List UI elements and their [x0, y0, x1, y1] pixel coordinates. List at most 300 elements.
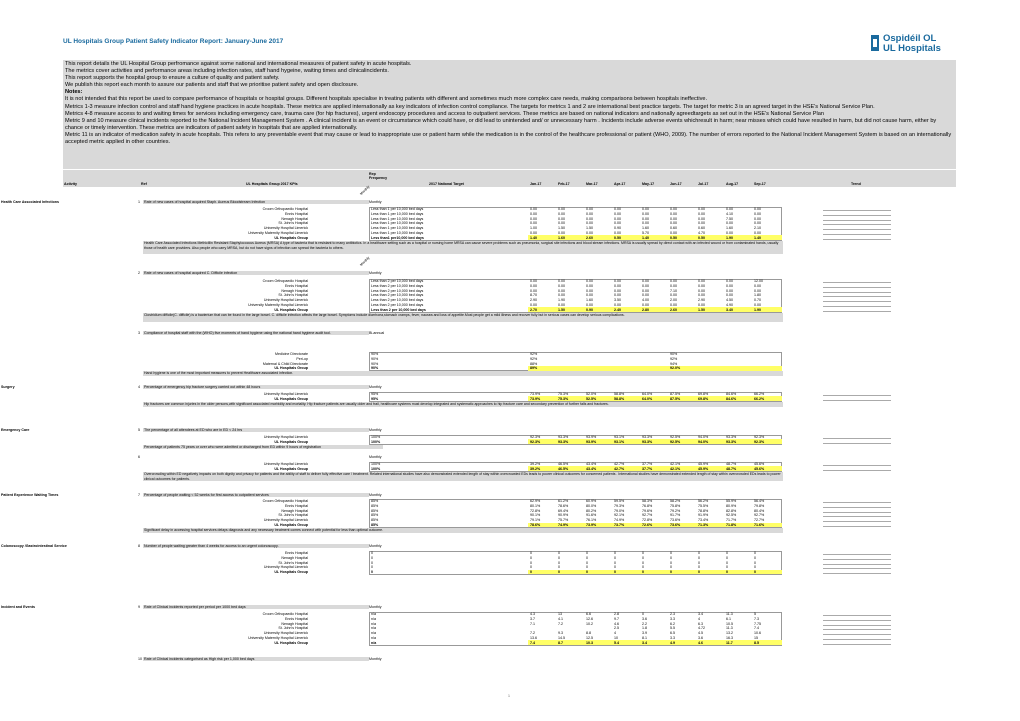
target-value: Less than 1 per 10,000 bed days	[371, 221, 424, 226]
group-total-target: n/a	[371, 640, 377, 645]
month-value: 0	[586, 555, 588, 560]
month-value: 0.00	[530, 216, 537, 221]
month-value: 0.00	[586, 221, 593, 226]
group-total-name: UL Hospitals Group	[274, 570, 308, 575]
hospital-name: University Hospital Limerick	[263, 518, 308, 523]
report-frequency: Monthly	[369, 428, 382, 432]
group-total-value: 0	[558, 570, 560, 575]
audit-value: 88%	[530, 361, 538, 366]
month-value: 0	[642, 555, 644, 560]
month-value: 0	[670, 560, 672, 565]
month-value: 0.00	[586, 216, 593, 221]
header-month: Jan-17	[530, 182, 542, 186]
report-frequency: Monthly	[369, 493, 382, 497]
month-value: 0	[754, 565, 756, 570]
group-total-value: 0.50	[698, 235, 705, 240]
month-value: 82.8%	[726, 508, 737, 513]
month-value: 91.6%	[586, 513, 597, 518]
month-value: 0.00	[586, 293, 593, 298]
month-value: 1.60	[642, 226, 649, 231]
month-value: 84.6%	[726, 392, 737, 396]
month-value: 0.00	[698, 221, 705, 226]
group-total-value: 2.60	[670, 307, 677, 312]
month-value: 6.5	[670, 631, 675, 636]
hospital-name: Ennis Hospital	[285, 211, 308, 216]
month-value: 0.00	[754, 283, 761, 288]
month-value: 0	[698, 555, 700, 560]
month-value: 56.4%	[754, 499, 765, 503]
header-month: Apr-17	[614, 182, 626, 186]
month-value: 7.2	[530, 631, 535, 636]
month-value: 0	[558, 555, 560, 560]
trend-sparkline	[823, 279, 891, 283]
group-total-target: Less than1 per10,000 bed days	[371, 235, 424, 240]
group-total-value: 78.6%	[530, 523, 541, 527]
month-value: 15	[754, 636, 758, 640]
group-total-value: 11.7	[726, 640, 733, 645]
month-value: 91.7%	[670, 513, 681, 518]
target-value: 90%	[371, 356, 379, 361]
month-value: 0	[614, 555, 616, 560]
month-value: 0.00	[726, 293, 733, 298]
month-value: 69.4%	[558, 508, 569, 513]
month-value: 4.3	[530, 612, 535, 616]
group-total-value: 0	[698, 570, 700, 575]
month-value: 43.4%	[586, 462, 597, 466]
month-value: 58.8%	[614, 392, 625, 396]
month-value: 7.4	[754, 626, 759, 631]
month-value: 0.00	[586, 231, 593, 235]
month-value: 2.2	[642, 621, 647, 626]
month-value: 0.00	[698, 207, 705, 211]
header-kpis: UL Hospitals Group 2017 KPIs	[246, 182, 298, 186]
hospital-name: Ennis Hospital	[285, 503, 308, 508]
group-total-value: 73.9%	[530, 396, 541, 401]
month-value: 39.2%	[530, 462, 541, 466]
group-total-value: 42.7%	[614, 466, 625, 471]
month-value: 0.00	[530, 211, 537, 216]
month-value: 14.5	[558, 636, 565, 640]
month-value: 4	[614, 631, 616, 636]
month-value: 7.1	[530, 621, 535, 626]
month-value: 0	[558, 551, 560, 555]
note-text: Metrics 4-8 measure access to and waiting times for services including emergency care, trauma care (for hip fractures), urgent endoscopy procedures and access to outpatient services. These metrics are based on national indicators and nationally agreedtargets as set out in the HSE's National Service Plan	[65, 110, 824, 117]
month-value: 8.8	[586, 631, 591, 636]
month-value: 0	[726, 560, 728, 565]
group-total-value: 69.8%	[698, 396, 709, 401]
target-value: Less than 2 per 10,000 bed days	[371, 288, 424, 293]
month-value: 0.00	[614, 293, 621, 298]
month-value: 0	[558, 560, 560, 565]
total-highlight	[528, 640, 782, 645]
month-value: 0.00	[614, 207, 621, 211]
report-frequency: Monthly	[369, 271, 382, 275]
month-value: 0.00	[754, 231, 761, 235]
hospital-name: Ennis Hospital	[285, 616, 308, 621]
metric-question: Rate of new cases of hospital acquired C. Difficile infection	[143, 271, 369, 275]
audit-value: 90%	[670, 352, 678, 356]
month-value: 2.5	[614, 626, 619, 631]
metric-note: Clostridium difficile(C. difficile) is a bacterium that can be found in the large bowel. C. difficile infection affects the large bowel. Symptoms include diarrhoea,stomach cramps, fever, nausea and loss of appetite.Most people get a mild illness and recover fully but in serious cases can develop serious complications.	[143, 313, 783, 322]
month-value: 69.8%	[698, 392, 709, 396]
month-value: 79.3%	[614, 503, 625, 508]
month-value: 6.2	[670, 621, 675, 626]
month-value: 7.10	[670, 288, 677, 293]
header-month: Mar-17	[586, 182, 598, 186]
month-value: 0.00	[558, 293, 565, 298]
trend-sparkline	[823, 440, 891, 444]
month-value: 92.7%	[642, 513, 653, 518]
month-value: 8.1	[642, 636, 647, 640]
month-value: 74.9%	[614, 518, 625, 523]
month-value: 3.4	[698, 612, 703, 616]
hospital-name: University Hospital Limerick	[263, 392, 308, 396]
month-value: 75.5%	[698, 503, 709, 508]
group-total-value: 8.5	[754, 640, 759, 645]
table-header	[63, 170, 956, 187]
trend-sparkline	[823, 561, 891, 565]
month-value: 76.1%	[586, 518, 597, 523]
trend-sparkline	[823, 570, 891, 574]
month-value: 0.00	[698, 211, 705, 216]
month-value: 7.50	[726, 216, 733, 221]
month-value: 73.9%	[530, 392, 541, 396]
logo-line-1: Ospidéil OL	[883, 33, 937, 44]
metric-ref: 9	[138, 605, 140, 609]
month-value: 10.2	[586, 621, 593, 626]
trend-sparkline	[823, 298, 891, 302]
month-value: 0	[670, 565, 672, 570]
group-total-value: 93.9%	[586, 439, 597, 444]
month-value: 0.00	[670, 207, 677, 211]
month-value: 72.8%	[642, 518, 653, 523]
hospital-name: St. John's Hospital	[278, 626, 308, 631]
report-frequency: Monthly	[369, 605, 382, 609]
month-value: 71.7%	[726, 518, 737, 523]
month-value: 55.9%	[726, 499, 737, 503]
group-total-name: UL Hospitals Group	[274, 523, 308, 527]
group-total-value: 1.40	[530, 235, 537, 240]
month-value: 4.70	[698, 231, 705, 235]
month-value: 61.2%	[558, 499, 569, 503]
month-value: 4.1	[558, 616, 563, 621]
month-value: 4.90	[726, 303, 733, 307]
group-total-value: 43.4%	[586, 466, 597, 471]
month-value: 13.6	[530, 636, 537, 640]
directorate-name: Peri-op	[296, 356, 308, 361]
month-value: 0.00	[642, 221, 649, 226]
month-value: 0.00	[698, 293, 705, 298]
month-value: 0	[642, 560, 644, 565]
group-total-name: UL Hospitals Group	[274, 235, 308, 240]
month-value: 1.50	[558, 226, 565, 231]
trend-sparkline	[823, 217, 891, 221]
month-value: 0.00	[530, 207, 537, 211]
month-value: 58.3%	[642, 499, 653, 503]
metric-ref: 6	[138, 455, 140, 459]
group-total-value: 2.80	[642, 307, 649, 312]
group-total-name: UL Hospitals Group	[274, 307, 308, 312]
month-value: 37.7%	[642, 462, 653, 466]
target-value: Less than 2 per 10,000 bed days	[371, 279, 424, 283]
target-value: 0	[371, 551, 373, 555]
group-total-value: 7.4	[530, 640, 535, 645]
hospital-name: University Hospital Limerick	[263, 435, 308, 439]
month-value: 0.00	[670, 231, 677, 235]
month-value: 45.9%	[698, 462, 709, 466]
month-value: 93.3%	[642, 435, 653, 439]
month-value: 0	[642, 551, 644, 555]
month-value: 1.60	[586, 298, 593, 303]
note-text: Metrics 1-3 measure infection control and staff hand hygiene practices in acute hospitals. These metrics are applied internationally as key indicators of infection control compliance. The targets for metrics 1 and 2 are international best practice targets. The target for metric 3 is an agreed target in the HSE's National Service Plan.	[65, 103, 875, 110]
metric-ref: 7	[138, 493, 140, 497]
month-value: 0	[698, 565, 700, 570]
monthly-rotated-label: Monthly	[359, 255, 371, 267]
trend-sparkline	[823, 499, 891, 503]
metric-question: Rate of new cases of hospital acquired Staph. Aureus Bloodstream Infection	[143, 200, 369, 204]
month-value: 87.5%	[670, 392, 681, 396]
group-total-value: 45.9%	[698, 466, 709, 471]
report-frequency: Monthly	[369, 385, 382, 389]
trend-sparkline	[823, 435, 891, 439]
month-value: 58.2%	[670, 499, 681, 503]
trend-sparkline	[823, 467, 891, 471]
month-value: 73.4%	[698, 518, 709, 523]
month-value: 0.00	[586, 283, 593, 288]
hospital-name: University Maternity Hospital Limerick	[248, 636, 308, 640]
month-value: 0.00	[670, 216, 677, 221]
month-value: 0.00	[586, 303, 593, 307]
target-value: Less than 1 per 10,000 bed days	[371, 226, 424, 231]
month-value: 45.6%	[754, 462, 765, 466]
month-value: 90.1%	[530, 513, 541, 518]
month-value: 92.3%	[754, 435, 765, 439]
trend-sparkline	[823, 231, 891, 235]
month-value: 0	[530, 551, 532, 555]
group-total-value: 73.9%	[586, 523, 597, 527]
month-value: 0.00	[614, 221, 621, 226]
section-label: Emergency Care	[1, 428, 30, 432]
month-value: 79.8%	[754, 503, 765, 508]
hospital-name: Nenagh Hospital	[281, 508, 308, 513]
trend-sparkline	[823, 462, 891, 466]
month-value: 62.9%	[530, 499, 541, 503]
month-value: 0.00	[614, 211, 621, 216]
month-value: 0	[558, 565, 560, 570]
header-activity: Activity	[64, 182, 77, 186]
group-total-value: 92.3%	[530, 439, 541, 444]
target-value: 85%	[371, 499, 379, 503]
month-value: 73.6%	[670, 518, 681, 523]
month-value: 0	[698, 551, 700, 555]
month-value: 9.3	[558, 631, 563, 636]
report-frequency: Monthly	[369, 200, 382, 204]
header-target: 2017 National Target	[429, 182, 464, 186]
month-value: 0	[754, 555, 756, 560]
month-value: 7.3	[754, 616, 759, 621]
target-value: n/a	[371, 616, 376, 621]
audit-value: 92%	[670, 356, 678, 361]
month-value: 0.00	[726, 283, 733, 288]
month-value: 0	[698, 560, 700, 565]
hospital-name: University Maternity Hospital Limerick	[248, 303, 308, 307]
month-value: 2.3	[670, 612, 675, 616]
month-value: 0.00	[754, 303, 761, 307]
month-value: 7.75	[754, 621, 761, 626]
group-total-value: 0.50	[670, 235, 677, 240]
month-value: 2.00	[670, 298, 677, 303]
month-value: 80.0%	[586, 503, 597, 508]
month-value: 94.0%	[698, 435, 709, 439]
month-value: 0.00	[698, 283, 705, 288]
group-total-value: 74.9%	[558, 523, 569, 527]
group-total-value: 46.5%	[558, 466, 569, 471]
target-value: n/a	[371, 636, 376, 640]
target-value: 90%	[371, 361, 379, 366]
month-value: 78.8%	[698, 508, 709, 513]
metric-ref: 10	[138, 657, 142, 661]
metric-question: Percentage of people waiting < 52 weeks for first access to outpatient services	[143, 493, 369, 497]
month-value: 0.00	[530, 288, 537, 293]
header-month: Jun-17	[670, 182, 682, 186]
month-value: 0.60	[670, 226, 677, 231]
target-value: 95%	[371, 392, 379, 396]
month-value: 0.00	[614, 288, 621, 293]
month-value: 4.00	[642, 298, 649, 303]
month-value: 10.6	[754, 631, 761, 636]
group-total-value: 52.5%	[586, 396, 597, 401]
notes-label: Notes:	[65, 89, 83, 96]
month-value: 0.00	[642, 288, 649, 293]
group-total-value: 2.70	[530, 307, 537, 312]
month-value: 0.00	[670, 221, 677, 226]
metric-question: Percentage of emergency hip fracture surgery carried out within 48 hours	[143, 385, 369, 389]
hospital-name: University Maternity Hospital Limerick	[248, 231, 308, 235]
month-value: 6.1	[726, 616, 731, 621]
group-total-value: 1.50	[558, 307, 565, 312]
group-total-value: 42.1%	[670, 466, 681, 471]
month-value: 0	[530, 560, 532, 565]
month-value: 4	[698, 616, 700, 621]
month-value: 90.9%	[558, 513, 569, 518]
group-total-value: 1.40	[642, 235, 649, 240]
month-value: 0.00	[558, 211, 565, 216]
month-value: 92.5%	[670, 435, 681, 439]
month-value: 0.00	[586, 288, 593, 293]
target-value: 85%	[371, 508, 379, 513]
report-frequency: Monthly	[369, 657, 382, 661]
trend-sparkline	[823, 551, 891, 555]
metric-ref: 4	[138, 385, 140, 389]
month-value: 0.00	[558, 279, 565, 283]
target-value: Less than 2 per 10,000 bed days	[371, 283, 424, 288]
group-total-value: 87.5%	[670, 396, 681, 401]
metric-question: Rate of Clinical incidents reported per period per 1000 bed days	[143, 605, 369, 609]
month-value: 0.00	[642, 279, 649, 283]
month-value: 92.3%	[530, 435, 541, 439]
hospital-name: Nenagh Hospital	[281, 621, 308, 626]
group-total-name: UL Hospitals Group	[274, 466, 308, 471]
month-value: 0.00	[726, 221, 733, 226]
metric-note: Significant delay in accessing hospital services delays diagnosis and any necessary treatment comes connect with potential for less than optimal outcome.	[143, 528, 783, 533]
total-highlight	[528, 366, 782, 371]
group-total-target: 85%	[371, 523, 379, 527]
group-total-value: 1.50	[698, 307, 705, 312]
intro-panel	[63, 60, 956, 169]
month-value: 1.8	[642, 626, 647, 631]
month-value: 0	[642, 612, 644, 616]
trend-sparkline	[823, 626, 891, 630]
month-value: 0.00	[726, 279, 733, 283]
month-value: 78.6%	[558, 503, 569, 508]
month-value: 0	[586, 565, 588, 570]
month-value: 1.00	[530, 226, 537, 231]
month-value: 7.2	[558, 621, 563, 626]
month-value: 0.00	[642, 211, 649, 216]
group-total-value: 64.0%	[642, 396, 653, 401]
target-value: Less than 1 per 10,000 bed days	[371, 207, 424, 211]
month-value: 5	[754, 612, 756, 616]
month-value: 79.6%	[642, 508, 653, 513]
month-value: 0	[726, 555, 728, 560]
group-total-value: 92.0%	[670, 366, 681, 371]
month-value: 0.00	[670, 211, 677, 216]
group-total-value: 5.4	[614, 640, 619, 645]
group-total-target: 95%	[371, 396, 379, 401]
month-value: 93.3%	[726, 435, 737, 439]
month-value: 0.00	[754, 288, 761, 293]
page-number: 1	[508, 694, 510, 698]
month-value: 3.7	[530, 616, 535, 621]
month-value: 13.2	[726, 631, 733, 636]
group-total-value: 48.7%	[726, 466, 737, 471]
month-value: 48.7%	[726, 462, 737, 466]
group-total-value: 1.40	[754, 235, 761, 240]
group-total-value: 2.60	[586, 235, 593, 240]
group-total-value: 4.6	[698, 640, 703, 645]
hospital-name: University Hospital Limerick	[263, 226, 308, 231]
header-month: Aug-17	[726, 182, 739, 186]
trend-sparkline	[823, 617, 891, 621]
total-highlight	[528, 570, 782, 575]
month-value: 60.9%	[586, 499, 597, 503]
hospital-name: St. John's Hospital	[278, 221, 308, 226]
hospital-name: Croom Orthopaedic Hospital	[262, 612, 308, 616]
month-value: 79.0%	[614, 508, 625, 513]
month-value: 3.3	[670, 636, 675, 640]
hospital-name: University Hospital Limerick	[263, 462, 308, 466]
month-value: 11.3	[726, 626, 733, 631]
hospital-name: Nenagh Hospital	[281, 288, 308, 293]
month-value: 12.00	[754, 279, 763, 283]
header-trend: Trend	[851, 182, 861, 186]
group-total-value: 92.3%	[754, 439, 765, 444]
month-value: 3.6	[642, 616, 647, 621]
month-value: 9.7	[614, 616, 619, 621]
month-value: 72.7%	[754, 518, 765, 523]
month-value: 0.00	[698, 303, 705, 307]
group-total-value: 66.2%	[754, 396, 765, 401]
hospital-name: Croom Orthopaedic Hospital	[262, 499, 308, 503]
month-value: 0.00	[670, 279, 677, 283]
intro-text: This report supports the hospital group to ensure a culture of quality and patient safety.	[65, 75, 280, 82]
group-total-value: 92.5%	[670, 439, 681, 444]
section-label: Patient Experience Waiting Times	[1, 493, 59, 497]
hospital-name: St. John's Hospital	[278, 560, 308, 565]
trend-sparkline	[823, 641, 891, 645]
target-value: 100%	[371, 435, 381, 439]
group-total-value: 71.6%	[754, 523, 765, 527]
